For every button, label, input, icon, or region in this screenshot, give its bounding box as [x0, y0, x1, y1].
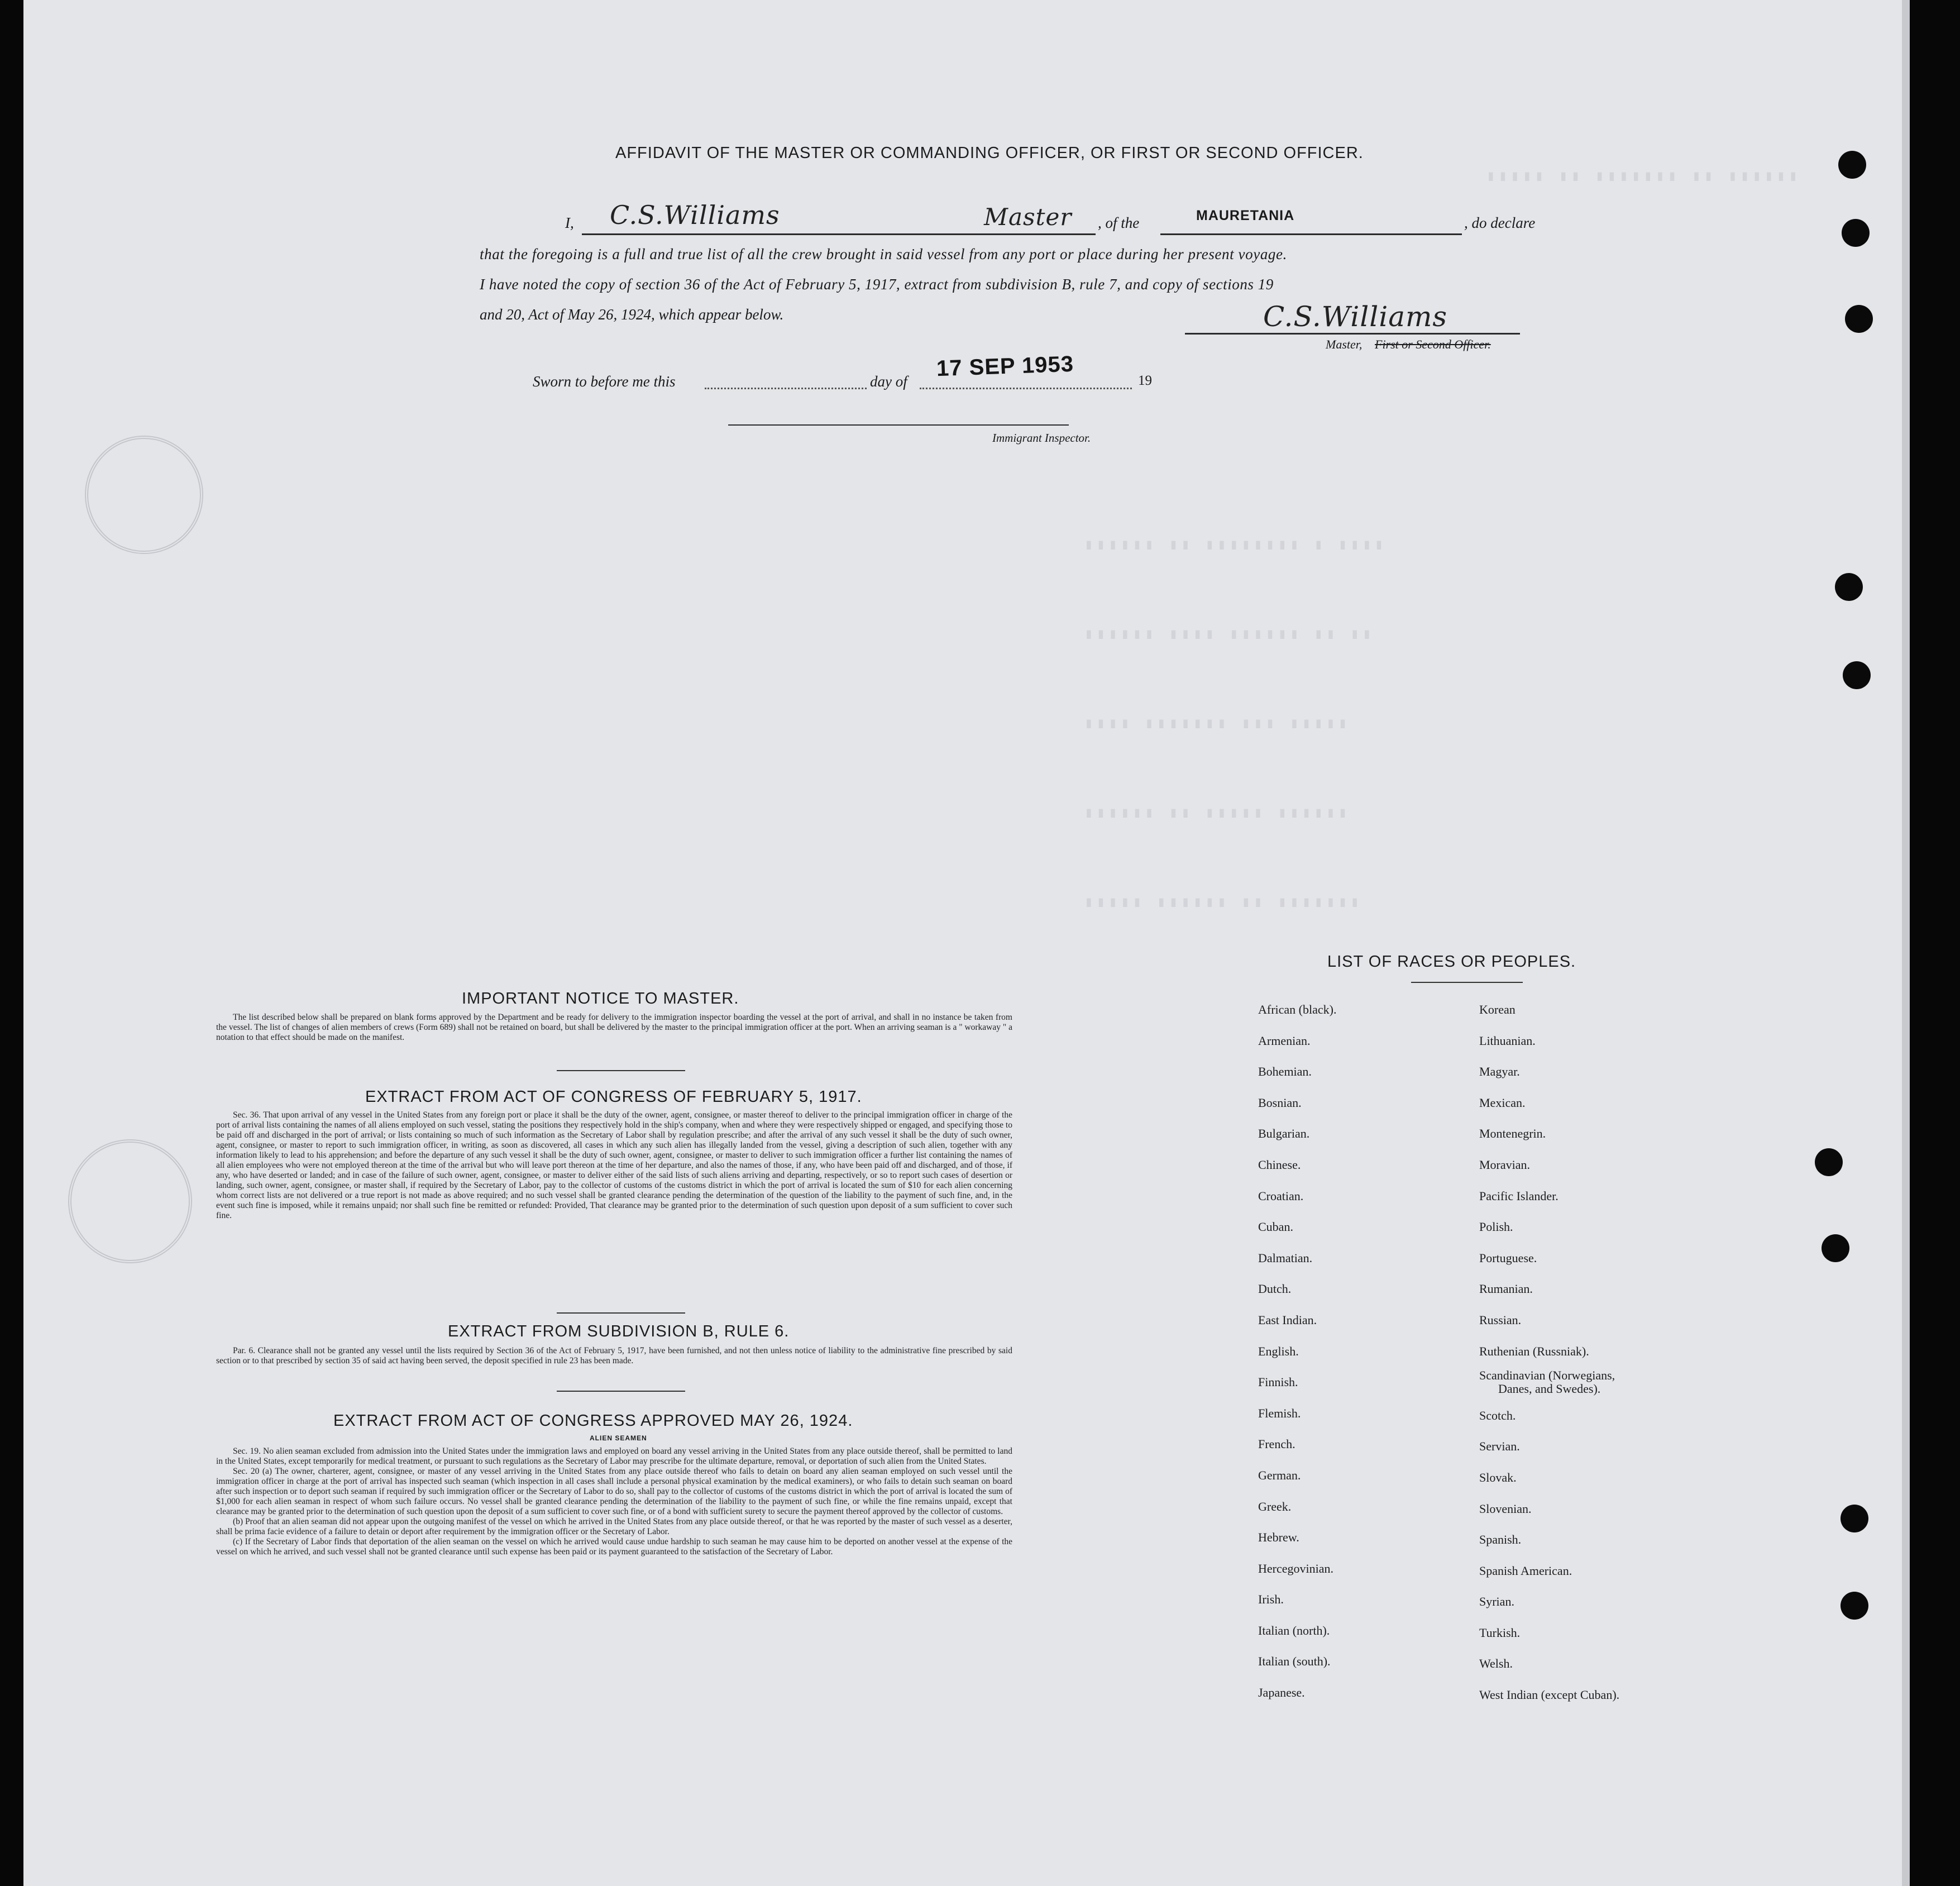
sec-20c-paragraph: (c) If the Secretary of Labor finds that deportation of the alien seaman on the vessel on which he arrived would cause undue hardship to such seaman he may cause him to be deported on another vessel at the expense of the vessel on which he arrived, and such vessel shall not be granted clearance until such expense has been paid or its payment guaranteed to the satisfaction of the Secretary of Labor. [216, 1537, 1012, 1556]
day-of-label: day of [870, 373, 907, 390]
do-declare-label: , do declare [1464, 214, 1536, 231]
section-divider [557, 1070, 685, 1071]
bleed-through-text: ▮▮▮▮ ▮▮▮▮▮▮▮ ▮▮▮ ▮▮▮▮▮ [1084, 715, 1351, 732]
race-item: East Indian. [1258, 1312, 1317, 1327]
race-item: Servian. [1479, 1439, 1520, 1454]
affidavit-line-3: I have noted the copy of section 36 of the Act of February 5, 1917, extract from subdivision B, rule 7, and copy of sections 19 [480, 276, 1274, 293]
race-item: Dutch. [1258, 1282, 1292, 1296]
race-item: Dalmatian. [1258, 1250, 1313, 1265]
faded-seal-stamp [68, 1139, 192, 1263]
section-divider [557, 1391, 685, 1392]
race-item: Italian (north). [1258, 1623, 1330, 1637]
extract-1917-text [216, 1110, 1012, 1221]
name-field-line [582, 233, 1096, 235]
punch-hole [1835, 573, 1863, 601]
race-item: Spanish American. [1479, 1563, 1572, 1578]
inspector-caption: Immigrant Inspector. [992, 431, 1091, 445]
inspector-signature-line [728, 424, 1069, 426]
year-suffix: 19 [1138, 373, 1152, 388]
race-item: Turkish. [1479, 1625, 1521, 1640]
vessel-field-line [1160, 233, 1462, 235]
race-item: Croatian. [1258, 1188, 1304, 1203]
race-item: Bosnian. [1258, 1095, 1302, 1110]
affidavit-line-4: and 20, Act of May 26, 1924, which appear below. [480, 306, 784, 323]
race-item: Polish. [1479, 1220, 1513, 1234]
punch-hole [1845, 305, 1873, 333]
race-item: Spanish. [1479, 1532, 1522, 1547]
punch-hole [1822, 1234, 1849, 1262]
date-stamp: 17 SEP 1953 [936, 351, 1074, 381]
race-item: Hercegovinian. [1258, 1561, 1333, 1575]
punch-hole [1838, 151, 1866, 179]
race-item: Scotch. [1479, 1408, 1516, 1422]
bleed-through-text: ▮▮▮▮▮ ▮▮▮▮▮▮ ▮▮ ▮▮▮▮▮▮▮ [1084, 894, 1363, 910]
page-edge [1902, 0, 1910, 1886]
vessel-name: MAURETANIA [1196, 208, 1295, 223]
alien-seamen-subtitle: ALIEN SEAMEN [590, 1434, 647, 1442]
race-item: Chinese. [1258, 1157, 1301, 1172]
sworn-day-line [705, 388, 867, 389]
race-item: Syrian. [1479, 1594, 1514, 1609]
race-item: Ruthenian (Russniak). [1479, 1344, 1589, 1358]
race-item: Moravian. [1479, 1157, 1531, 1172]
sworn-date-line [920, 388, 1132, 389]
sec-36-paragraph: Sec. 36. That upon arrival of any vessel in the United States from any foreign port or place it shall be the duty of the owner, agent, consignee, or master thereof to deliver to the principal immigration officer in charge of the port of arrival lists containing the names of all aliens employed on such vessel, stating the positions they respectively hold in the ship's company, when and where they were respectively shipped or engaged, and specifying those to be paid off and discharged in the port of arrival; or lists containing so much of such information as the Secretary of Labor shall by regulation prescribe; and after the arrival of any such vessel it shall be the duty of such owner, agent, consignee, or master to report to such immigration officer, in writing, as soon as discovered, all cases in which any such alien has illegally landed from the vessel, giving a description of such alien, together with any information likely to lead to his apprehension; and before the departure of any such vessel it shall be the duty of such owner, agent, consignee, or master to deliver to such immigration officer a further list containing the names of all alien employees who were not employed thereon at the time of the arrival but who will leave port thereon at the time of her departure, and also the names of those, if any, who have been paid off and discharged, and of those, if any, who have deserted or landed; and in case of the failure of such owner, agent, consignee, or master to deliver either of the said lists of such aliens arriving and departing, respectively, or so to report such cases of desertion or landing, such owner, agent, consignee, or master shall, if required by the Secretary of Labor, pay to the collector of customs of the customs district in which the port of arrival is located the sum of $10 for each alien concerning whom correct lists are not delivered or a true report is not made as above required; and no such vessel shall be granted clearance pending the determination of the question of the liability to the payment of such fine, and, in the event such fine is imposed, while it remains unpaid; nor shall such fine be remitted or refunded: Provided, That clearance may be granted prior to the determination of such question upon deposit of a sum sufficient to cover such fine. [216, 1110, 1012, 1220]
race-item: Montenegrin. [1479, 1126, 1546, 1141]
race-item: West Indian (except Cuban). [1479, 1688, 1620, 1702]
signature-caption-master: Master, [1326, 337, 1363, 351]
race-item: French. [1258, 1437, 1295, 1451]
bleed-through-text: ▮▮▮▮▮▮ ▮▮▮▮ ▮▮▮▮▮▮ ▮▮ ▮▮ [1084, 626, 1375, 642]
master-signature: C.S.Williams [1263, 300, 1448, 333]
signer-role-handwritten: Master [984, 203, 1072, 231]
race-item: Slovenian. [1479, 1501, 1532, 1516]
race-item: Hebrew. [1258, 1530, 1299, 1545]
races-title-underline [1411, 982, 1523, 983]
races-right-column [1479, 994, 1619, 1711]
race-item: Italian (south). [1258, 1654, 1331, 1669]
race-item-line: Scandinavian (Norwegians, [1479, 1368, 1615, 1383]
race-item: English. [1258, 1344, 1299, 1358]
signature-line [1185, 333, 1520, 335]
race-item: Cuban. [1258, 1220, 1293, 1234]
punch-hole [1815, 1148, 1843, 1176]
race-item: Slovak. [1479, 1470, 1517, 1484]
affidavit-prefix: I, [565, 214, 574, 231]
sec-20b-paragraph: (b) Proof that an alien seaman did not appear upon the outgoing manifest of the vessel on which he arrived in the United States from any place outside thereof, or that he was reported by the master of such vessel as a deserter, shall be prima facie evidence of a failure to detain or deport after requirement by the immigration officer or the Secretary of Labor. [216, 1517, 1012, 1536]
rule-6-text [216, 1346, 1012, 1366]
race-item: Irish. [1258, 1592, 1284, 1607]
race-item: German. [1258, 1468, 1301, 1482]
par-6-paragraph: Par. 6. Clearance shall not be granted any vessel until the lists required by Section 36 of the Act of February 5, 1917, have been furnished, and not then unless notice of liability to the administrative fine prescribed by said section or to that prescribed by section 35 of said act having been served, the deposit specified in rule 23 has been made. [216, 1346, 1012, 1365]
sworn-label: Sworn to before me this [533, 373, 676, 390]
notice-title: IMPORTANT NOTICE TO MASTER. [462, 990, 739, 1008]
notice-paragraph: The list described below shall be prepared on blank forms approved by the Department and be ready for delivery to the immigration inspector boarding the vessel at the port of arrival, and shall in no instance be taken from the vessel. The list of changes of alien members of crews (Form 689) shall not be retained on board, but shall be delivered by the master to the principal immigration officer at the port. When an arriving seaman is a " workaway " a notation to that effect should be made on the manifest. [216, 1013, 1012, 1042]
race-item: Korean [1479, 1002, 1516, 1016]
affidavit-line-2: that the foregoing is a full and true list of all the crew brought in said vessel from any port or place during her present voyage. [480, 246, 1287, 262]
punch-hole [1842, 219, 1870, 247]
extract-1917-title: EXTRACT FROM ACT OF CONGRESS OF FEBRUARY 5, 1917. [365, 1088, 862, 1106]
document-page [23, 0, 1910, 1886]
race-item: Magyar. [1479, 1064, 1520, 1079]
race-item: Rumanian. [1479, 1282, 1533, 1296]
race-item: Flemish. [1258, 1406, 1301, 1420]
punch-hole [1841, 1505, 1868, 1532]
race-item: Armenian. [1258, 1033, 1311, 1048]
signature-caption-struck: First or Second Officer. [1375, 337, 1491, 351]
signer-name-handwritten: C.S.Williams [610, 200, 780, 230]
extract-1924-text [216, 1446, 1012, 1557]
affidavit-title: AFFIDAVIT OF THE MASTER OR COMMANDING OFFICER, OR FIRST OR SECOND OFFICER. [615, 144, 1364, 162]
race-item: Greek. [1258, 1499, 1292, 1513]
race-item: Bohemian. [1258, 1064, 1312, 1079]
races-title: LIST OF RACES OR PEOPLES. [1327, 953, 1576, 971]
rule-6-title: EXTRACT FROM SUBDIVISION B, RULE 6. [448, 1322, 790, 1340]
race-item: Bulgarian. [1258, 1126, 1310, 1141]
race-item-multiline [1479, 1367, 1619, 1400]
notice-text [216, 1013, 1012, 1043]
bleed-through-text: ▮▮▮▮▮▮ ▮▮ ▮▮▮▮▮▮▮▮ ▮ ▮▮▮▮ [1084, 536, 1387, 553]
of-the-label: , of the [1098, 214, 1140, 231]
punch-hole [1843, 661, 1871, 689]
race-item-line: Danes, and Swedes). [1498, 1382, 1601, 1396]
punch-hole [1841, 1592, 1868, 1620]
faded-seal-stamp [85, 436, 203, 554]
race-item: Welsh. [1479, 1656, 1513, 1671]
sec-19-paragraph: Sec. 19. No alien seaman excluded from admission into the United States under the immigration laws and employed on board any vessel arriving in the United States from any place outside thereof, shall be permitted to land in the United States, except temporarily for medical treatment, or pursuant to such regulations as the Secretary of Labor may prescribe for the ultimate departure, removal, or deportation of such alien from the United States. [216, 1446, 1012, 1466]
bleed-through-text: ▮▮▮▮▮ ▮▮ ▮▮▮▮▮▮▮ ▮▮ ▮▮▮▮▮▮ [1486, 168, 1801, 184]
section-divider [557, 1312, 685, 1314]
race-item: Portuguese. [1479, 1250, 1537, 1265]
race-item: Mexican. [1479, 1095, 1526, 1110]
race-item: Lithuanian. [1479, 1033, 1536, 1048]
race-item: Pacific Islander. [1479, 1188, 1559, 1203]
extract-1924-title: EXTRACT FROM ACT OF CONGRESS APPROVED MAY 26, 1924. [333, 1412, 853, 1430]
race-item: Russian. [1479, 1312, 1522, 1327]
race-item: African (black). [1258, 1002, 1337, 1016]
bleed-through-text: ▮▮▮▮▮▮ ▮▮ ▮▮▮▮▮ ▮▮▮▮▮▮ [1084, 804, 1351, 821]
race-item: Japanese. [1258, 1686, 1305, 1700]
races-left-column [1258, 994, 1336, 1708]
race-item: Finnish. [1258, 1375, 1298, 1390]
sec-20a-paragraph: Sec. 20 (a) The owner, charterer, agent, consignee, or master of any vessel arriving in the United States from any place outside thereof who fails to detain on board any alien seaman employed on such vessel until the immigration officer in charge at the port of arrival has inspected such seaman (which inspection in all cases shall include a personal physical examination by the medical examiners), or who fails to detain such seaman on board after such inspection or to deport such seaman if required by such immigration officer or the Secretary of Labor to do so, shall pay to the collector of customs of the customs district in which the port of arrival is located the sum of $1,000 for each alien seaman in respect of whom such failure occurs. No vessel shall be granted clearance pending the determination of the liability to the payment of such fine, or while the fine remains unpaid, except that clearance may be granted prior to the determination of such question upon the deposit of a sum sufficient to cover such fine, or of a bond with sufficient surety to secure the payment thereof approved by the collector of customs. [216, 1467, 1012, 1516]
